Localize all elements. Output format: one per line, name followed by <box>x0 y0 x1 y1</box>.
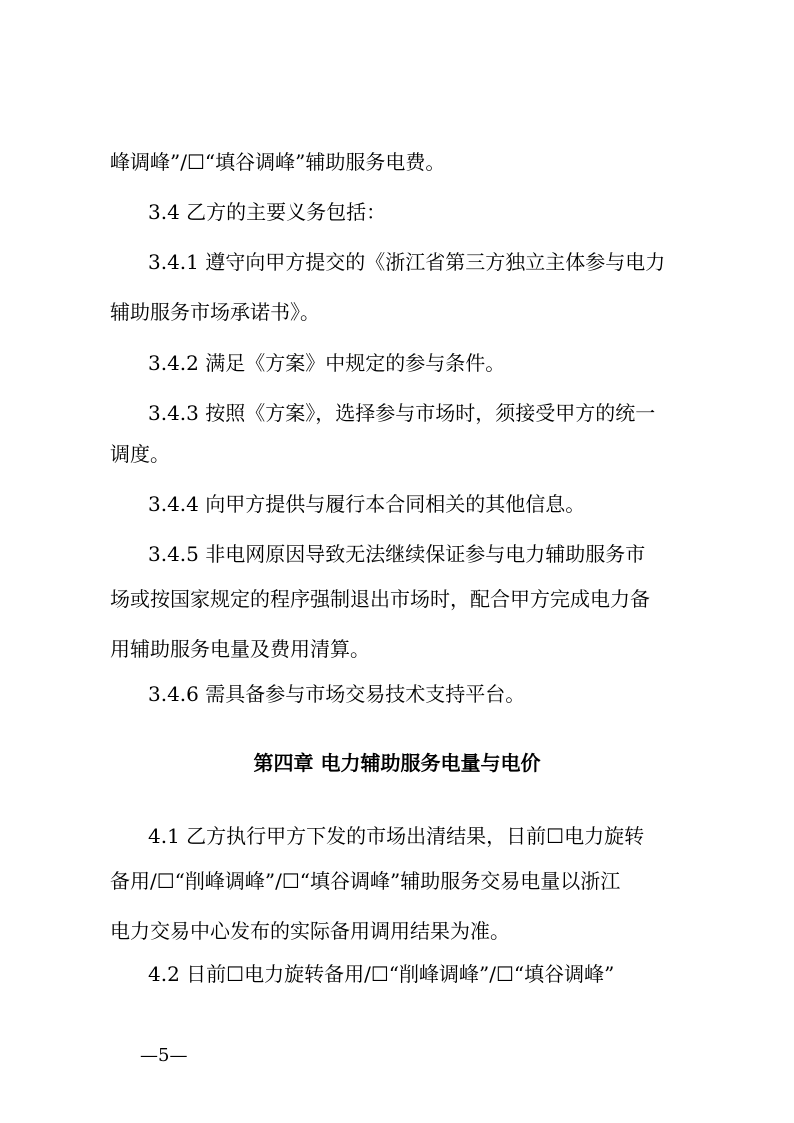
paragraph-line: 电力交易中心发布的实际备用调用结果为准。 <box>110 919 510 943</box>
paragraph-line: 场或按国家规定的程序强制退出市场时，配合甲方完成电力备 <box>110 587 650 611</box>
clause-3-4-5: 3.4.5 非电网原因导致无法继续保证参与电力辅助服务市 <box>148 542 646 566</box>
paragraph-line: 辅助服务市场承诺书》。 <box>110 300 320 324</box>
clause-4-2: 4.2 日前☐电力旋转备用/☐“削峰调峰”/☐“填谷调峰” <box>148 962 615 986</box>
clause-3-4-4: 3.4.4 向甲方提供与履行本合同相关的其他信息。 <box>148 492 586 516</box>
clause-3-4-1: 3.4.1 遵守向甲方提交的《浙江省第三方独立主体参与电力 <box>148 250 666 274</box>
clause-3-4-2: 3.4.2 满足《方案》中规定的参与条件。 <box>148 351 506 375</box>
clause-3-4-6: 3.4.6 需具备参与市场交易技术支持平台。 <box>148 682 526 706</box>
clause-4-1: 4.1 乙方执行甲方下发的市场出清结果，日前☐电力旋转 <box>148 824 645 848</box>
clause-3-4: 3.4 乙方的主要义务包括： <box>148 200 387 224</box>
chapter-heading: 第四章 电力辅助服务电量与电价 <box>253 751 541 775</box>
paragraph-line: 峰调峰”/☐“填谷调峰”辅助服务电费。 <box>110 150 446 174</box>
paragraph-line: 备用/☐“削峰调峰”/☐“填谷调峰”辅助服务交易电量以浙江 <box>110 869 621 893</box>
page-number: —5— <box>140 1045 188 1066</box>
clause-3-4-3: 3.4.3 按照《方案》，选择参与市场时，须接受甲方的统一 <box>148 401 656 425</box>
paragraph-line: 用辅助服务电量及费用清算。 <box>110 637 370 661</box>
paragraph-line: 调度。 <box>110 442 170 466</box>
